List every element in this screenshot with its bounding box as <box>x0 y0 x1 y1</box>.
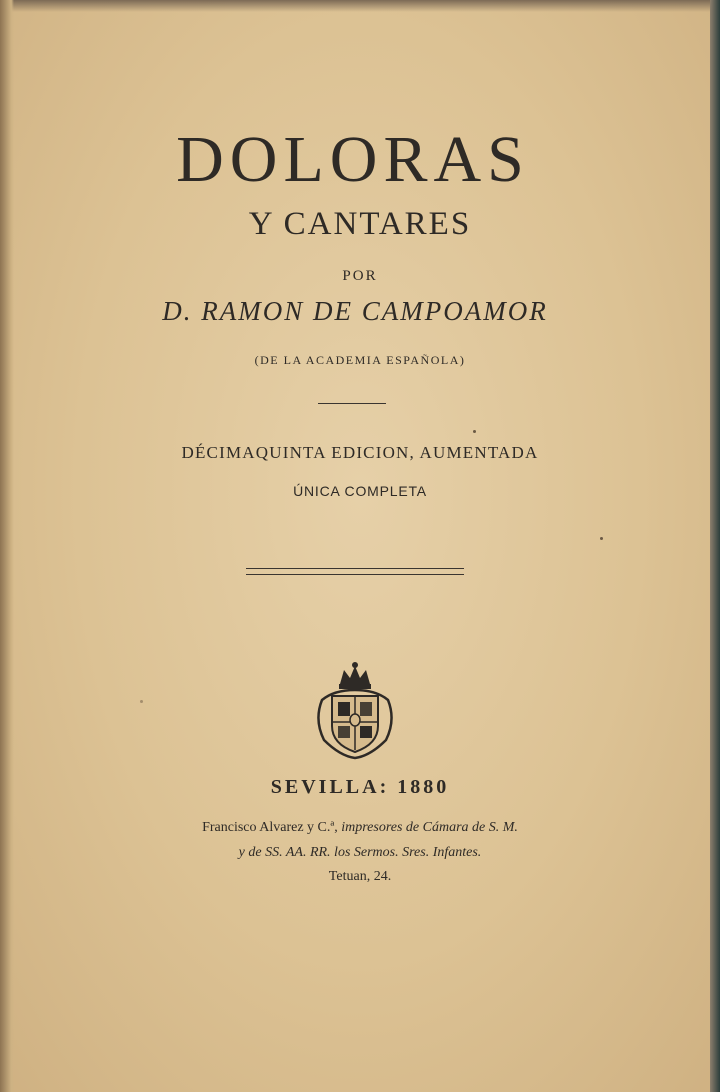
author-name: D. RAMON DE CAMPOAMOR <box>162 296 548 326</box>
book-subtitle: Y CANTARES <box>248 206 472 242</box>
by-label: POR <box>342 268 378 284</box>
printer-title: impresores de Cámara de S. M. <box>341 820 518 835</box>
printer-line-2: y de SS. AA. RR. los Sermos. Sres. Infantes. <box>238 845 482 860</box>
page-left-edge <box>0 0 14 1092</box>
paper-speck <box>140 700 143 703</box>
printer-address: Tetuan, 24. <box>328 869 392 884</box>
short-divider <box>318 403 386 404</box>
edition-note: ÚNICA COMPLETA <box>293 483 427 499</box>
book-spine-edge <box>710 0 720 1092</box>
royal-coat-of-arms-icon <box>310 660 400 760</box>
page-top-edge <box>0 0 720 12</box>
book-title: DOLORAS <box>176 123 530 196</box>
printer-line-1 <box>120 820 600 836</box>
edition-statement: DÉCIMAQUINTA EDICION, AUMENTADA <box>181 443 539 462</box>
double-divider <box>246 568 464 575</box>
author-affiliation: (DE LA ACADEMIA ESPAÑOLA) <box>254 353 466 367</box>
paper-speck <box>600 537 603 540</box>
publication-place-date: SEVILLA: 1880 <box>270 776 450 798</box>
paper-speck <box>473 430 476 433</box>
printer-name: Francisco Alvarez y C.ª, <box>202 820 338 835</box>
